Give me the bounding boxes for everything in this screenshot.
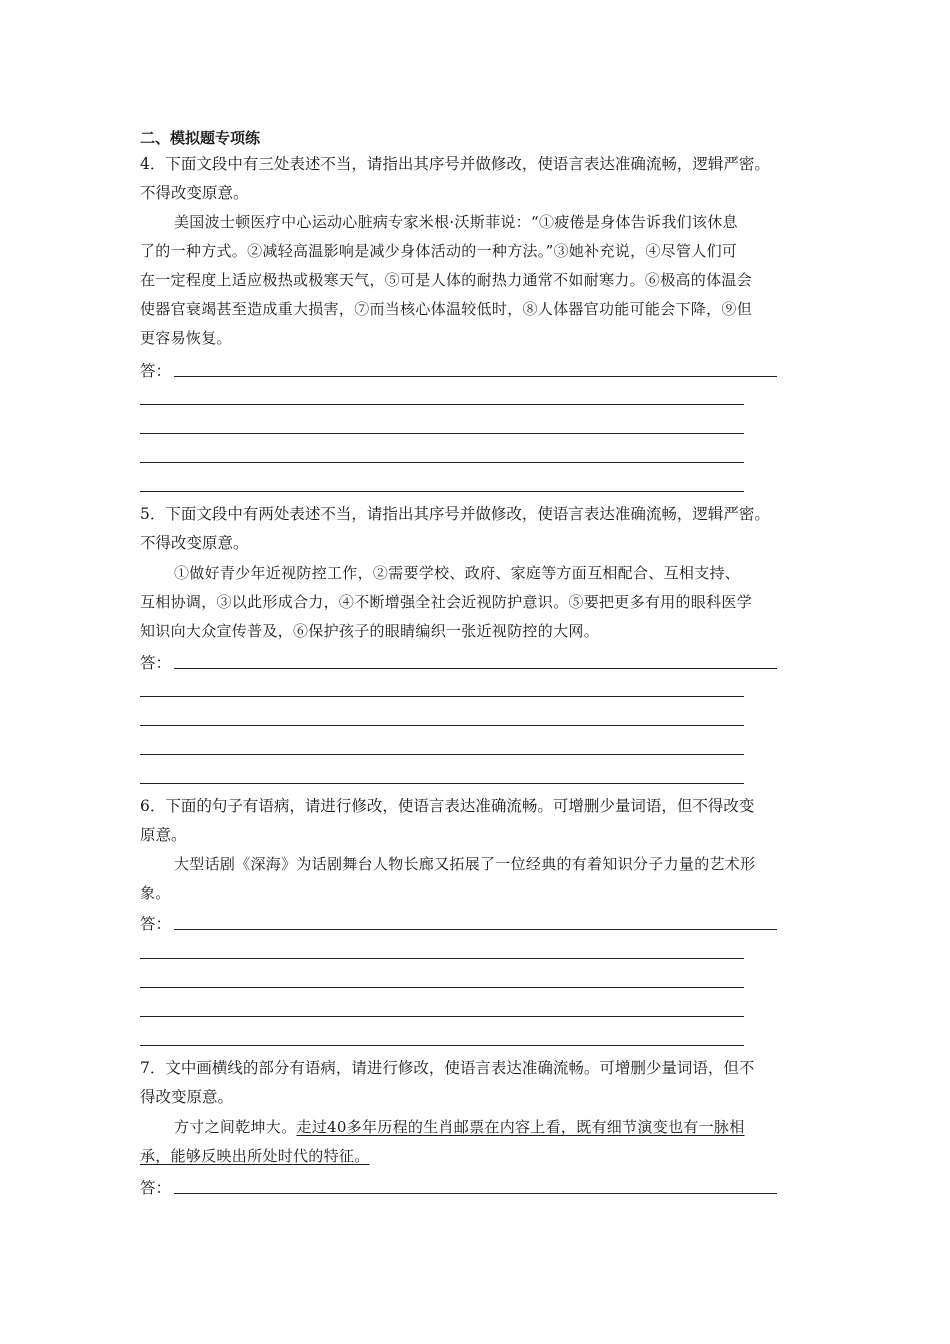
q4-answer-line[interactable]: [174, 376, 777, 377]
q7-underlined-text: 走过40多年历程的生肖邮票在内容上看，既有细节演变也有一脉相: [296, 1118, 745, 1136]
q6-prompt-line2: 原意。: [140, 826, 187, 844]
q7-answer-label: 答：: [140, 1179, 172, 1197]
q6-answer-line[interactable]: [174, 929, 777, 930]
q4-answer-line[interactable]: [140, 491, 744, 492]
q7-passage-intro: 方寸之间乾坤大。: [174, 1118, 297, 1136]
q4-passage-line: 美国波士顿医疗中心运动心脏病专家米根·沃斯菲说：“①疲倦是身体告诉我们该休息: [174, 213, 738, 231]
q7-passage-line: [174, 1113, 846, 1142]
q4-passage-line: 了的一种方式。②减轻高温影响是减少身体活动的一种方法。”③她补充说，④尽管人们可: [140, 242, 738, 260]
q6-answer-line[interactable]: [140, 987, 744, 988]
q5-passage-line: ①做好青少年近视防控工作，②需要学校、政府、家庭等方面互相配合、互相支持、: [174, 564, 741, 582]
q4-passage-line: 更容易恢复。: [140, 329, 232, 347]
q6-passage-line: 大型话剧《深海》为话剧舞台人物长廊又拓展了一位经典的有着知识分子力量的艺术形: [174, 855, 756, 873]
q6-answer-label: 答：: [140, 915, 172, 933]
q6-prompt-line1: 6．下面的句子有语病，请进行修改，使语言表达准确流畅。可增删少量词语，但不得改变: [140, 797, 755, 815]
q7-prompt-line1: 7．文中画横线的部分有语病，请进行修改，使语言表达准确流畅。可增删少量词语，但不: [140, 1059, 755, 1077]
q5-passage-line: 知识向大众宣传普及，⑥保护孩子的眼睛编织一张近视防控的大网。: [140, 622, 600, 640]
q5-answer-label: 答：: [140, 654, 172, 672]
q5-answer-line[interactable]: [140, 696, 744, 697]
q7-passage-line: [140, 1142, 812, 1171]
q7-underlined-text: 承，能够反映出所处时代的特征。: [140, 1147, 370, 1165]
q4-answer-line[interactable]: [140, 433, 744, 434]
q7-answer-line[interactable]: [174, 1193, 777, 1194]
q4-passage-line: 使器官衰竭甚至造成重大损害，⑦而当核心体温较低时，⑧人体器官功能可能会下降，⑨但: [140, 300, 753, 318]
q6-answer-line[interactable]: [140, 1045, 744, 1046]
q5-answer-line[interactable]: [140, 725, 744, 726]
q5-answer-line[interactable]: [140, 783, 744, 784]
q6-answer-line[interactable]: [140, 958, 744, 959]
q4-passage-line: 在一定程度上适应极热或极寒天气，⑤可是人体的耐热力通常不如耐寒力。⑥极高的体温会: [140, 271, 753, 289]
q4-answer-label: 答：: [140, 362, 172, 380]
q6-answer-line[interactable]: [140, 1016, 744, 1017]
q7-prompt-line2: 得改变原意。: [140, 1088, 234, 1106]
q4-prompt-line2: 不得改变原意。: [140, 184, 249, 202]
section-title: 二、模拟题专项练: [140, 129, 261, 147]
q5-answer-line[interactable]: [174, 668, 777, 669]
q5-prompt-line1: 5．下面文段中有两处表述不当，请指出其序号并做修改，使语言表达准确流畅，逻辑严密。: [140, 505, 770, 523]
q6-passage-line: 象。: [140, 884, 171, 902]
q4-answer-line[interactable]: [140, 462, 744, 463]
q4-answer-line[interactable]: [140, 404, 744, 405]
q5-answer-line[interactable]: [140, 754, 744, 755]
q5-prompt-line2: 不得改变原意。: [140, 534, 249, 552]
q5-passage-line: 互相协调，③以此形成合力，④不断增强全社会近视防护意识。⑤要把更多有用的眼科医学: [140, 593, 753, 611]
q4-prompt-line1: 4．下面文段中有三处表述不当，请指出其序号并做修改，使语言表达准确流畅，逻辑严密。: [140, 155, 770, 173]
